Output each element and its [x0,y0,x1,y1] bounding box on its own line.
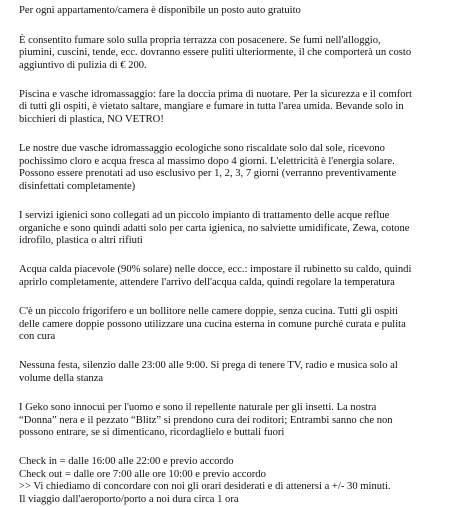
text-line: Nessuna festa, silenzio dalle 23:00 alle 9:00. Si prega di tenere TV, radio e musica solo al [19,360,398,372]
text-line: volume della stanza [19,372,104,384]
check-in-out-info [19,456,442,506]
text-line: possono entrare, se si dimenticano, ricordaglielo e buttali fuori [19,427,285,439]
travel-time-line: Il viaggio dall'aeroporto/porto a noi dura circa 1 ora [19,494,239,506]
text-line: I Geko sono innocui per l'uomo e sono il repellente naturale per gli insetti. La nostra [19,401,377,413]
text-line: organiche e sono quindi adatti solo per carta igienica, no salviette umidificate, Zewa, cotone [19,222,410,234]
text-line: aprirlo completamente, attendere l'arrivo dell'acqua calda, quindi regolare la temperatura [19,276,395,288]
text-line: delle camere doppie possono utilizzare una cucina esterna in comune purché curata e pulita [19,318,406,330]
text-line: aggiuntivo di pulizia di € 200. [19,59,147,71]
quiet-hours-rule [19,360,442,385]
text-line: idrofilo, plastica o altri rifiuti [19,235,143,247]
pool-rules [19,89,442,127]
text-line: bicchieri di plastica, NO VETRO! [19,114,164,126]
text-line: disinfettati completamente) [19,180,136,192]
schedule-note-line: >> Vi chiediamo di concordare con noi gli orari desiderati e di attenersi a +/- 30 minuti. [19,481,391,493]
check-in-line: Check in = dalle 16:00 alle 22:00 e previo accordo [19,456,234,468]
text-line: Acqua calda piacevole (90% solare) nelle docce, ecc.: impostare il rubinetto su caldo, quindi [19,264,412,276]
text-line: È consentito fumare solo sulla propria terrazza con posacenere. Se fumi nell'alloggio, [19,34,381,46]
text-line: piumini, cuscini, tende, ecc. dovranno essere puliti ulteriormente, il che comporterà un costo [19,47,412,59]
text-line: di tutti gli ospiti, è vietato saltare, mangiare e fumare in tutta l'area umida. Bevande solo in [19,101,404,113]
toilet-rules [19,210,442,248]
text-line: Piscina e vasche idromassaggio: fare la doccia prima di nuotare. Per la sicurezza e il comfort [19,88,412,100]
text-line: Possono essere prenotati ad uso esclusivo per 1, 2, 3, 7 giorni (verranno preventivamente [19,168,397,180]
parking-note [19,5,442,18]
kitchen-info [19,306,442,344]
text-line: con cura [19,331,56,343]
text-line: Le nostre due vasche idromassaggio ecologiche sono riscaldate solo dal sole, ricevono [19,143,385,155]
text-line: C'è un piccolo frigorifero e un bollitore nelle camere doppie, senza cucina. Tutti gli ospiti [19,306,399,317]
smoking-rule [19,35,442,73]
text-line: “Donna” nera e il pezzato “Blitz” si prendono cura dei roditori; Entrambi sanno che non [19,414,393,426]
animals-note [19,402,442,440]
hot-tub-info [19,143,442,193]
hot-water-info [19,264,442,289]
text-line: Per ogni appartamento/camera è disponibile un posto auto gratuito [19,5,301,16]
text-line: pochissimo cloro e acqua fresca al massimo dopo 4 giorni. L'elettricità è l'energia solare. [19,155,395,167]
check-out-line: Check out = dalle ore 7:00 alle ore 10:00 e previo accordo [19,468,266,480]
text-line: I servizi igienici sono collegati ad un piccolo impianto di trattamento delle acque reflue [19,210,390,222]
